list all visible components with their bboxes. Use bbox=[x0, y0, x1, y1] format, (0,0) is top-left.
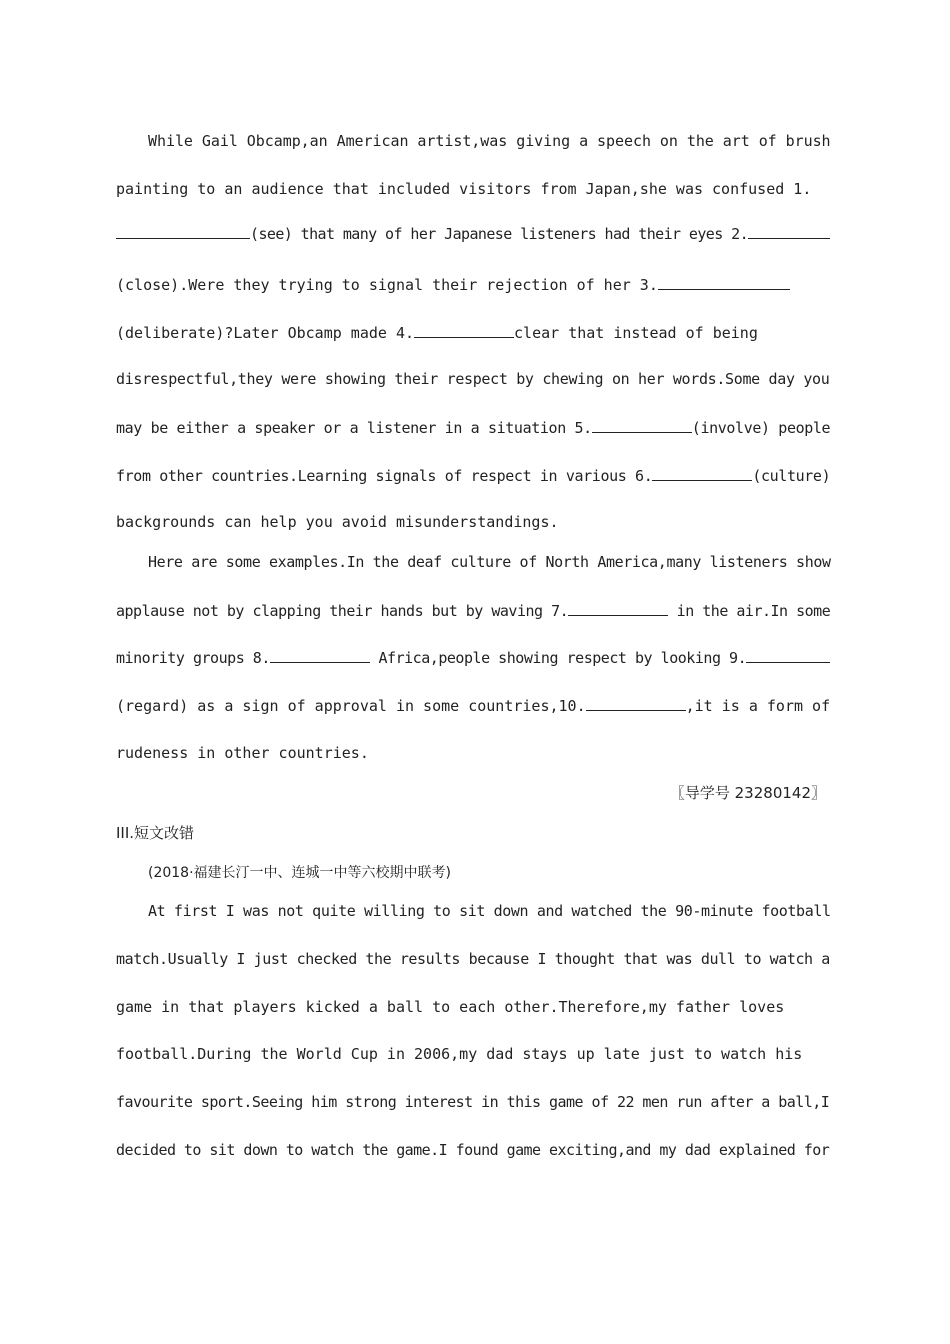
blank-6[interactable] bbox=[652, 466, 752, 481]
passage-text: minority groups 8. bbox=[116, 649, 270, 667]
passage-text: Africa,people showing respect by looking 9. bbox=[369, 649, 747, 667]
blank-3[interactable] bbox=[658, 275, 790, 290]
passage-line bbox=[116, 696, 830, 715]
passage-text: clear that instead of being bbox=[514, 324, 758, 342]
blank-5[interactable] bbox=[592, 418, 692, 433]
passage-text: (culture) bbox=[752, 467, 831, 485]
passage-line: decided to sit down to watch the game.I found game exciting,and my dad explained for bbox=[116, 1141, 830, 1159]
passage-text: applause not by clapping their hands but by waving 7. bbox=[116, 602, 569, 620]
passage-text: ,it is a form of bbox=[685, 697, 831, 715]
passage-text: in the air.In some bbox=[668, 602, 831, 620]
passage-line bbox=[116, 601, 830, 620]
passage-text: (involve) people bbox=[691, 419, 831, 437]
passage-line: At first I was not quite willing to sit down and watched the 90-minute football bbox=[148, 902, 831, 920]
passage-line bbox=[116, 323, 758, 342]
passage-line: match.Usually I just checked the results because I thought that was dull to watch a bbox=[116, 950, 830, 968]
blank-9[interactable] bbox=[746, 648, 830, 663]
section-source: (2018·福建长汀一中、连城一中等六校期中联考) bbox=[148, 865, 452, 881]
blank-1[interactable] bbox=[116, 224, 250, 239]
passage-line: favourite sport.Seeing him strong interest in this game of 22 men run after a ball,I bbox=[116, 1093, 830, 1111]
blank-7[interactable] bbox=[568, 601, 668, 616]
passage-line: backgrounds can help you avoid misunderstandings. bbox=[116, 513, 559, 531]
reference-number: 〖导学号 23280142〗 bbox=[669, 784, 826, 802]
blank-4[interactable] bbox=[414, 323, 514, 338]
passage-line: game in that players kicked a ball to each other.Therefore,my father loves bbox=[116, 998, 785, 1016]
passage-text: (deliberate)?Later Obcamp made 4. bbox=[116, 324, 415, 342]
passage-line: While Gail Obcamp,an American artist,was giving a speech on the art of brush bbox=[148, 132, 831, 150]
passage-line: Here are some examples.In the deaf culture of North America,many listeners show bbox=[148, 553, 831, 571]
passage-line: rudeness in other countries. bbox=[116, 744, 369, 762]
passage-text: (see) that many of her Japanese listeners had their eyes 2. bbox=[250, 225, 749, 243]
passage-text: (close).Were they trying to signal their rejection of her 3. bbox=[116, 276, 658, 294]
passage-line bbox=[116, 275, 790, 294]
passage-line bbox=[116, 224, 830, 243]
passage-text: from other countries.Learning signals of respect in various 6. bbox=[116, 467, 653, 485]
passage-line: painting to an audience that included visitors from Japan,she was confused 1. bbox=[116, 180, 812, 198]
passage-text: (regard) as a sign of approval in some countries,10. bbox=[116, 697, 586, 715]
section-title: III.短文改错 bbox=[116, 824, 195, 842]
blank-8[interactable] bbox=[270, 648, 370, 663]
passage-line: disrespectful,they were showing their respect by chewing on her words.Some day you bbox=[116, 370, 830, 388]
blank-2[interactable] bbox=[748, 224, 830, 239]
passage-line: football.During the World Cup in 2006,my dad stays up late just to watch his bbox=[116, 1045, 803, 1063]
passage-line bbox=[116, 466, 830, 485]
passage-line bbox=[116, 648, 830, 667]
blank-10[interactable] bbox=[586, 696, 686, 711]
passage-line bbox=[116, 418, 830, 437]
passage-text: may be either a speaker or a listener in a situation 5. bbox=[116, 419, 592, 437]
